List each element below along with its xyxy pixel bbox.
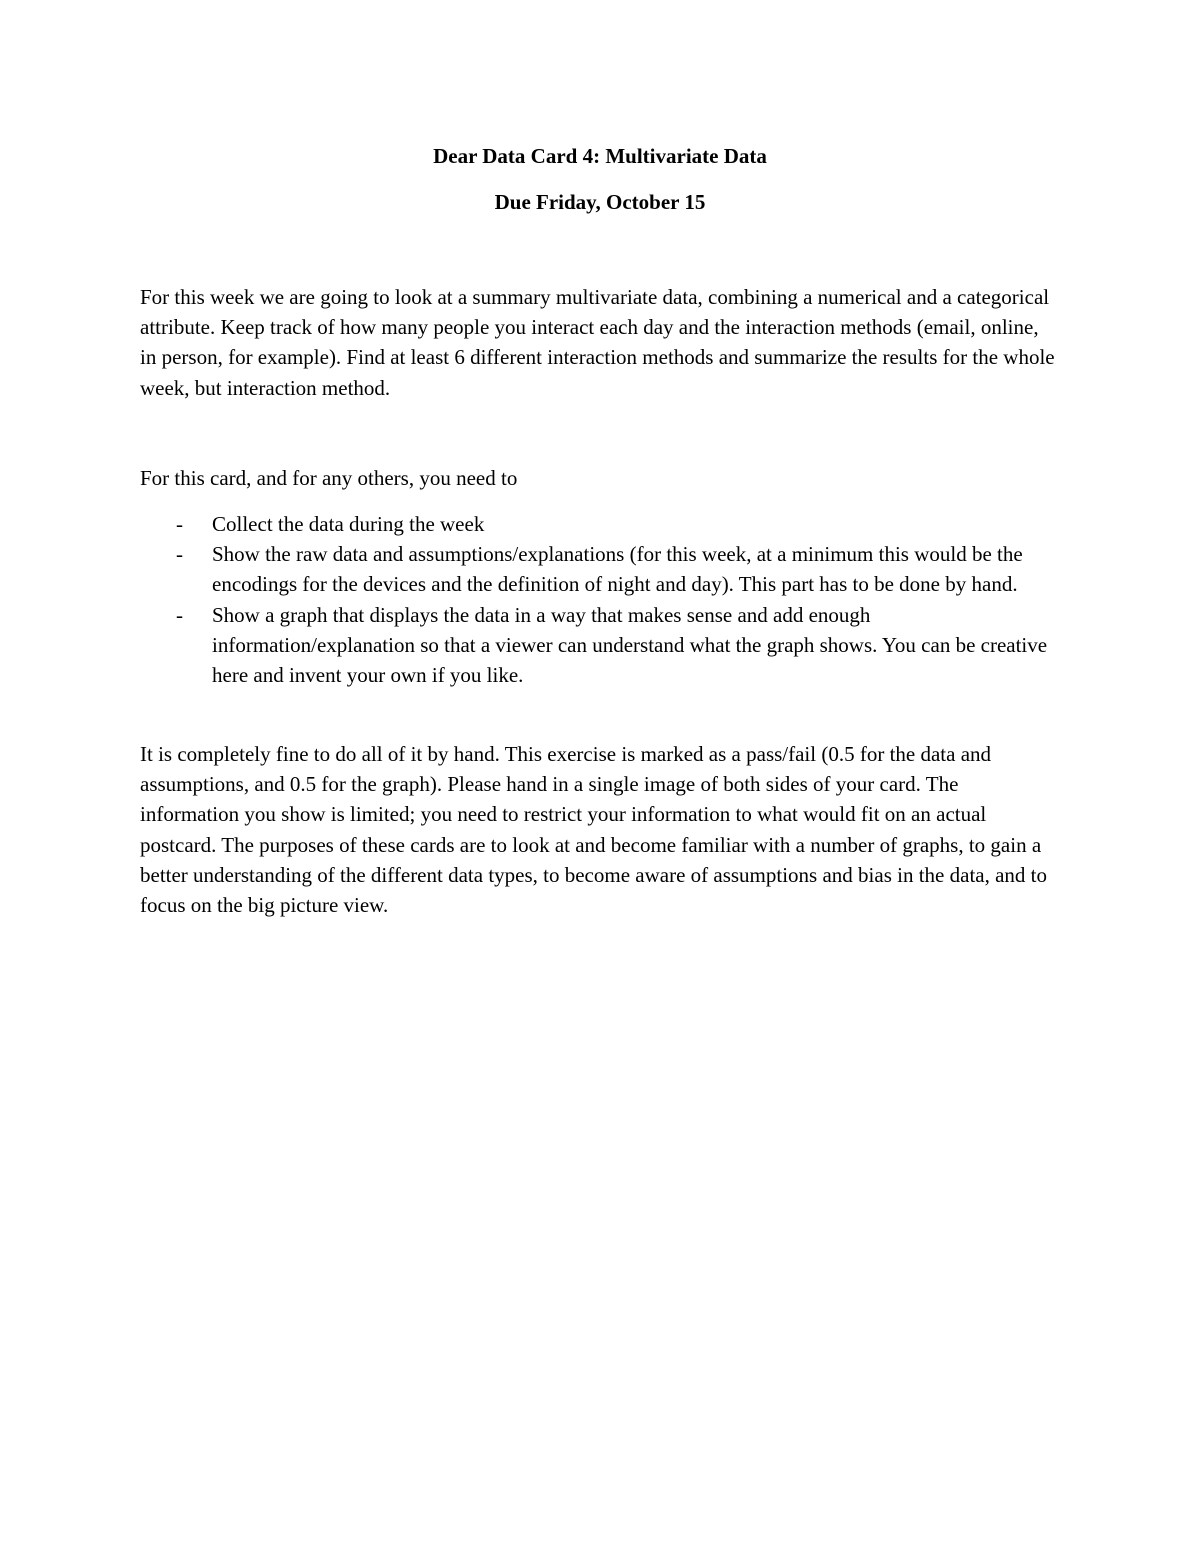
document-title: Dear Data Card 4: Multivariate Data bbox=[433, 144, 767, 168]
bullet-marker: - bbox=[176, 512, 183, 536]
requirements-list bbox=[140, 509, 1060, 690]
list-item bbox=[140, 509, 1060, 539]
list-item bbox=[140, 600, 1060, 691]
closing-paragraph: It is completely fine to do all of it by hand. This exercise is marked as a pass/fail (0.5 for the data and assumptions, and 0.5 for the graph). Please hand in a single image of both sides of your card. The information you show is limited; you need to restrict your information to what would fit on an actual postcard. The purposes of these cards are to look at and become familiar with a number of graphs, to gain a better understanding of the different data types, to become aware of assumptions and bias in the data, and to focus on the big picture view. bbox=[140, 742, 1047, 918]
list-item-text: Show a graph that displays the data in a way that makes sense and add enough information/explanation so that a viewer can understand what the graph shows. You can be creative here and invent your own if you like. bbox=[212, 602, 1048, 688]
bullet-marker: - bbox=[176, 542, 183, 567]
list-item bbox=[140, 539, 1060, 599]
intro-paragraph: For this week we are going to look at a summary multivariate data, combining a numerical and a categorical attribute. Keep track of how many people you interact each day and the interaction methods (email, online, in person, for example). Find at least 6 different interaction methods and summarize the results for the whole week, but interaction method. bbox=[140, 285, 1055, 400]
list-item-text: Collect the data during the week bbox=[212, 512, 485, 536]
bullet-marker: - bbox=[176, 602, 183, 627]
list-item-text: Show the raw data and assumptions/explanations (for this week, at a minimum this would be the encodings for the devices and the definition of night and day). This part has to be done by hand. bbox=[212, 542, 1023, 597]
due-date: Due Friday, October 15 bbox=[494, 190, 706, 214]
requirements-lead: For this card, and for any others, you need to bbox=[140, 466, 518, 490]
